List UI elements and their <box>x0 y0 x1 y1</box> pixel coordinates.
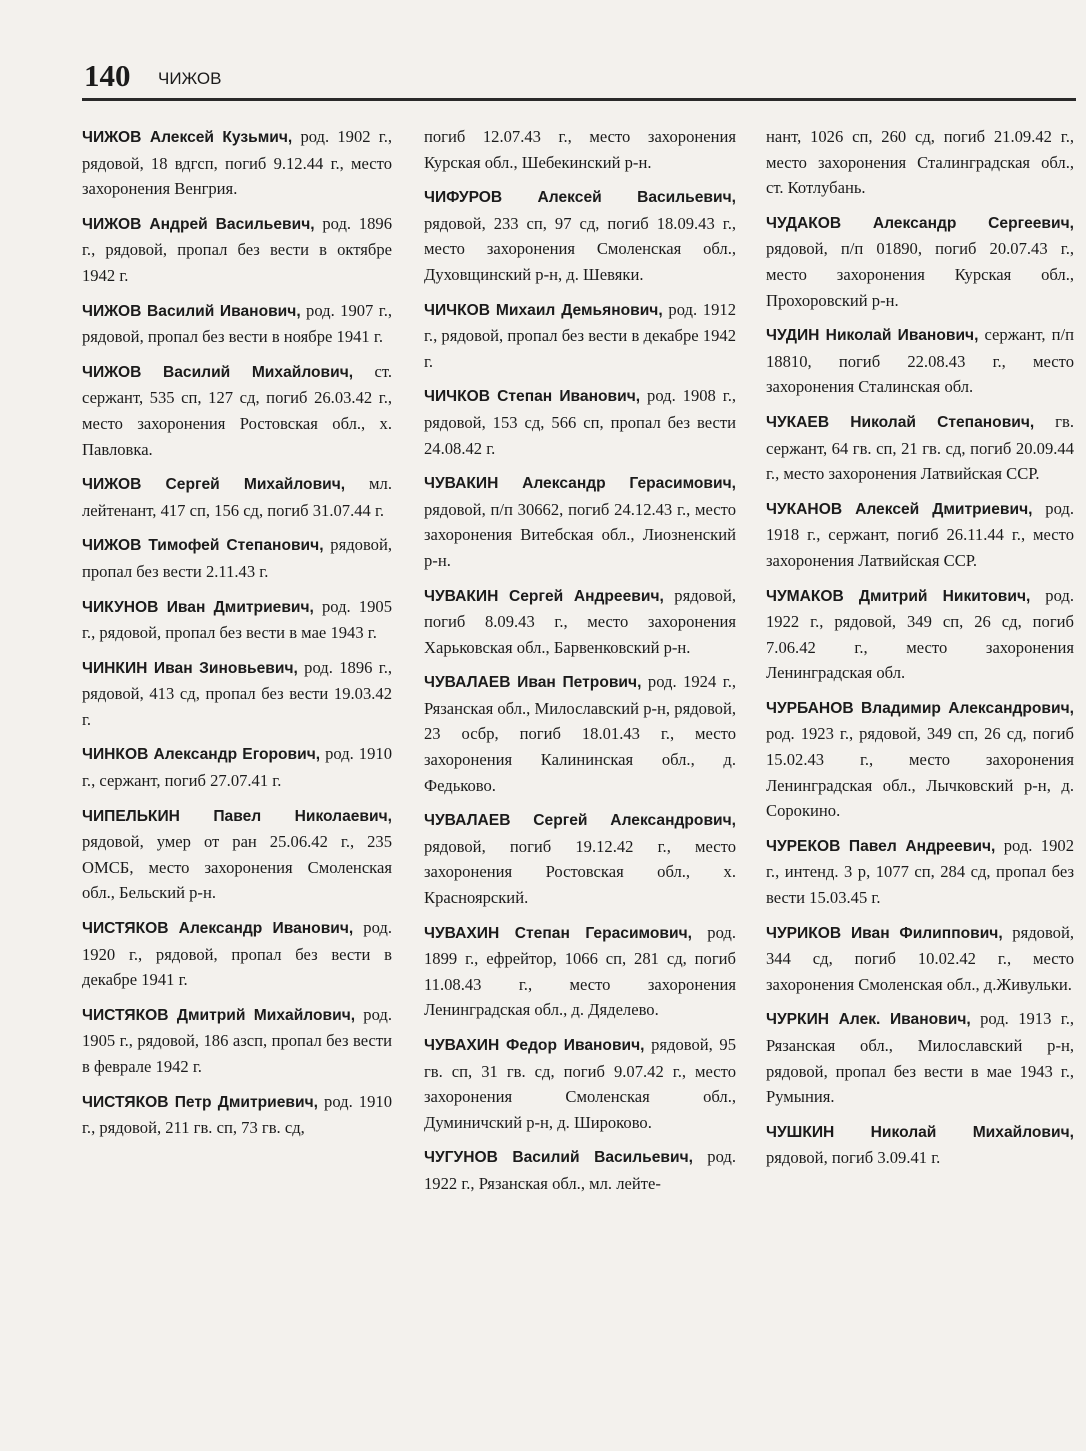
entry-text: погиб 12.07.43 г., место захоронения Курская обл., Шебекинский р-н. <box>424 127 736 172</box>
entry <box>766 210 1074 313</box>
entry-name: ЧИНКОВ Александр Егорович, <box>82 746 321 764</box>
running-head: ЧИЖОВ <box>158 69 222 88</box>
entry-text: рядовой, погиб 3.09.41 г. <box>766 1148 941 1168</box>
entry-text: рядовой, п/п 01890, погиб 20.07.43 г., место захоронения Курская обл., Прохоровский р-н. <box>766 239 1074 310</box>
entry-name: ЧУВАЛАЕВ Сергей Александрович, <box>424 812 736 830</box>
page-header <box>84 58 1074 98</box>
header-rule <box>82 98 1076 101</box>
entry-name: ЧУКАЕВ Николай Степанович, <box>766 413 1035 431</box>
entry-text: гв. сержант, 64 гв. сп, 21 гв. сд, погиб 20.09.44 г., место захоронения Латвийская ССР. <box>766 411 1074 484</box>
entry-name: ЧУРБАНОВ Владимир Александрович, <box>766 699 1074 717</box>
entry-text: ст. сержант, 535 сп, 127 сд, погиб 26.03.42 г., место захоронения Ростовская обл., х. Павловка. <box>82 361 392 459</box>
entry-name: ЧИЖОВ Андрей Васильевич, <box>82 215 315 233</box>
entry-text: род. 1922 г., Рязанская обл., мл. лейте- <box>424 1147 737 1193</box>
entry-text: сержант, п/п 18810, погиб 22.08.43 г., место захоронения Сталинская обл. <box>766 325 1075 397</box>
entry <box>766 695 1074 824</box>
entry-name: ЧУРЕКОВ Павел Андреевич, <box>766 837 996 855</box>
entry <box>766 920 1074 998</box>
entry-text: рядовой, 233 сп, 97 сд, погиб 18.09.43 г., место захоронения Смоленская обл., Духовщинский р-н, д. Шевяки. <box>424 213 736 284</box>
entry-text: род. 1902 г., рядовой, 18 вдгсп, погиб 9.12.44 г., место захоронения Венгрия. <box>82 127 392 199</box>
entry-text: род. 1905 г., рядовой, 186 азсп, пропал без вести в феврале 1942 г. <box>82 1004 392 1076</box>
entry-text: род. 1924 г., Рязанская обл., Милославский р-н, рядовой, 23 осбр, погиб 18.01.43 г., место захоронения Калининская обл., д. Федьково. <box>424 672 736 795</box>
entry-name: ЧУРИКОВ Иван Филиппович, <box>766 924 1003 942</box>
entry-name: ЧИФУРОВ Алексей Васильевич, <box>424 189 736 207</box>
entry-text: род. 1896 г., рядовой, 413 сд, пропал без вести 19.03.42 г. <box>82 657 392 729</box>
entry-name: ЧИСТЯКОВ Петр Дмитриевич, <box>82 1093 318 1111</box>
entry <box>424 297 736 375</box>
entry-text: род. 1912 г., рядовой, пропал без вести в декабре 1942 г. <box>424 299 736 371</box>
entry <box>424 807 736 910</box>
entry-text: рядовой, погиб 19.12.42 г., место захоронения Ростовская обл., х. Красноярский. <box>424 836 736 908</box>
entry <box>424 920 736 1023</box>
entry <box>82 471 392 523</box>
entry-text: рядовой, погиб 8.09.43 г., место захоронения Харьковская обл., Барвенковский р-н. <box>424 585 736 657</box>
page-number: 140 <box>84 58 131 93</box>
entry-text: род. 1907 г., рядовой, пропал без вести в ноябре 1941 г. <box>82 300 392 347</box>
entry-name: ЧИЖОВ Василий Иванович, <box>82 302 301 320</box>
entry-name: ЧИПЕЛЬКИН Павел Николаевич, <box>82 807 392 825</box>
entry-name: ЧУГУНОВ Василий Васильевич, <box>424 1149 693 1167</box>
entry-name: ЧИКУНОВ Иван Дмитриевич, <box>82 598 314 616</box>
entry-text: нант, 1026 сп, 260 сд, погиб 21.09.42 г., место захоронения Сталинградская обл., ст. Котлубань. <box>766 127 1074 198</box>
entry-text: мл. лейтенант, 417 сп, 156 сд, погиб 31.07.44 г. <box>82 474 392 520</box>
entry-name: ЧУМАКОВ Дмитрий Никитович, <box>766 587 1031 605</box>
entry <box>424 1032 736 1135</box>
entry-text: рядовой, пропал без вести 2.11.43 г. <box>82 535 392 581</box>
entry-text: рядовой, умер от ран 25.06.42 г., 235 ОМСБ, место захоронения Смоленская обл., Бельский р-н. <box>82 832 392 903</box>
entry-text: род. 1902 г., интенд. 3 р, 1077 сп, 284 сд, пропал без вести 15.03.45 г. <box>766 835 1074 908</box>
entry-name: ЧИЖОВ Сергей Михайлович, <box>82 476 346 494</box>
entry <box>766 583 1074 686</box>
entry-name: ЧИСТЯКОВ Александр Иванович, <box>82 920 354 938</box>
entry <box>82 1002 392 1080</box>
entry <box>82 298 392 350</box>
entry-text: род. 1905 г., рядовой, пропал без вести в мае 1943 г. <box>82 596 392 643</box>
entry <box>424 383 736 461</box>
entry-name: ЧУШКИН Николай Михайлович, <box>766 1123 1074 1141</box>
entry-name: ЧУДАКОВ Александр Сергеевич, <box>766 214 1074 232</box>
entry <box>424 184 736 287</box>
entry-name: ЧУВАКИН Сергей Андреевич, <box>424 587 664 605</box>
entry <box>82 1089 392 1141</box>
entry-text: род. 1918 г., сержант, погиб 26.11.44 г., место захоронения Латвийская ССР. <box>766 498 1074 570</box>
entry <box>766 496 1074 574</box>
entry-name: ЧУВАЛАЕВ Иван Петрович, <box>424 674 642 692</box>
entry <box>82 124 392 202</box>
entry-name: ЧИЧКОВ Степан Иванович, <box>424 388 641 406</box>
entry <box>766 1006 1074 1109</box>
entry-name: ЧИСТЯКОВ Дмитрий Михайлович, <box>82 1006 356 1024</box>
entry <box>82 359 392 462</box>
entry-name: ЧУДИН Николай Иванович, <box>766 327 979 345</box>
entry <box>766 833 1074 911</box>
entry-text: рядовой, 95 гв. сп, 31 гв. сд, погиб 9.07.42 г., место захоронения Смоленская обл., Думиничский р-н, д. Широково. <box>424 1035 736 1132</box>
entry-name: ЧУРКИН Алек. Иванович, <box>766 1011 971 1029</box>
column-1 <box>82 124 392 1150</box>
entry-text: род. 1920 г., рядовой, пропал без вести в декабре 1941 г. <box>82 918 392 990</box>
entry <box>82 803 392 906</box>
column-2 <box>424 124 736 1206</box>
entry <box>424 583 736 661</box>
entry <box>82 211 392 289</box>
entry <box>82 532 392 584</box>
entry <box>82 594 392 646</box>
entry-name: ЧУВАХИН Федор Иванович, <box>424 1037 645 1054</box>
entry-name: ЧИЖОВ Алексей Кузьмич, <box>82 129 293 146</box>
entry <box>766 1119 1074 1171</box>
entry <box>82 655 392 733</box>
entry-text: род. 1896 г., рядовой, пропал без вести в октябре 1942 г. <box>82 213 392 285</box>
entry-name: ЧИЖОВ Василий Михайлович, <box>82 363 354 381</box>
entry-text: род. 1910 г., рядовой, 211 гв. сп, 73 гв. сд, <box>82 1091 392 1138</box>
column-3 <box>766 124 1074 1180</box>
entry-text: рядовой, п/п 30662, погиб 24.12.43 г., место захоронения Витебская обл., Лиозненский р-н. <box>424 499 736 570</box>
entry-text: род. 1913 г., Рязанская обл., Милославский р-н, рядовой, пропал без вести в мае 1943 г., Румыния. <box>766 1009 1074 1107</box>
entry-text: род. 1922 г., рядовой, 349 сп, 26 сд, погиб 7.06.42 г., место захоронения Ленинградская обл. <box>766 585 1074 683</box>
entry <box>766 124 1074 201</box>
entry-text: род. 1899 г., ефрейтор, 1066 сп, 281 сд, погиб 11.08.43 г., место захоронения Ленинградская обл., д. Дяделево. <box>424 922 737 1020</box>
entry-text: род. 1908 г., рядовой, 153 сд, 566 сп, пропал без вести 24.08.42 г. <box>424 386 736 458</box>
entry-text: рядовой, 344 сд, погиб 10.02.42 г., место захоронения Смоленская обл., д.Живульки. <box>766 922 1074 994</box>
entry <box>424 124 736 175</box>
entry-name: ЧИНКИН Иван Зиновьевич, <box>82 659 298 677</box>
entry-text: род. 1910 г., сержант, погиб 27.07.41 г. <box>82 744 392 791</box>
entry-name: ЧУКАНОВ Алексей Дмитриевич, <box>766 500 1033 518</box>
entry <box>82 915 392 993</box>
entry <box>424 470 736 573</box>
entry <box>424 669 736 798</box>
entry-name: ЧУВАХИН Степан Герасимович, <box>424 924 692 942</box>
entry-name: ЧИЖОВ Тимофей Степанович, <box>82 537 324 555</box>
entry-name: ЧУВАКИН Александр Герасимович, <box>424 475 736 493</box>
entry <box>424 1144 736 1196</box>
entry-name: ЧИЧКОВ Михаил Демьянович, <box>424 301 663 319</box>
entry-text: род. 1923 г., рядовой, 349 сп, 26 сд, погиб 15.02.43 г., место захоронения Ленинградская обл., Лычковский р-н, д. Сорокино. <box>766 724 1074 821</box>
entry <box>82 741 392 793</box>
entry <box>766 409 1074 487</box>
entry <box>766 322 1074 400</box>
